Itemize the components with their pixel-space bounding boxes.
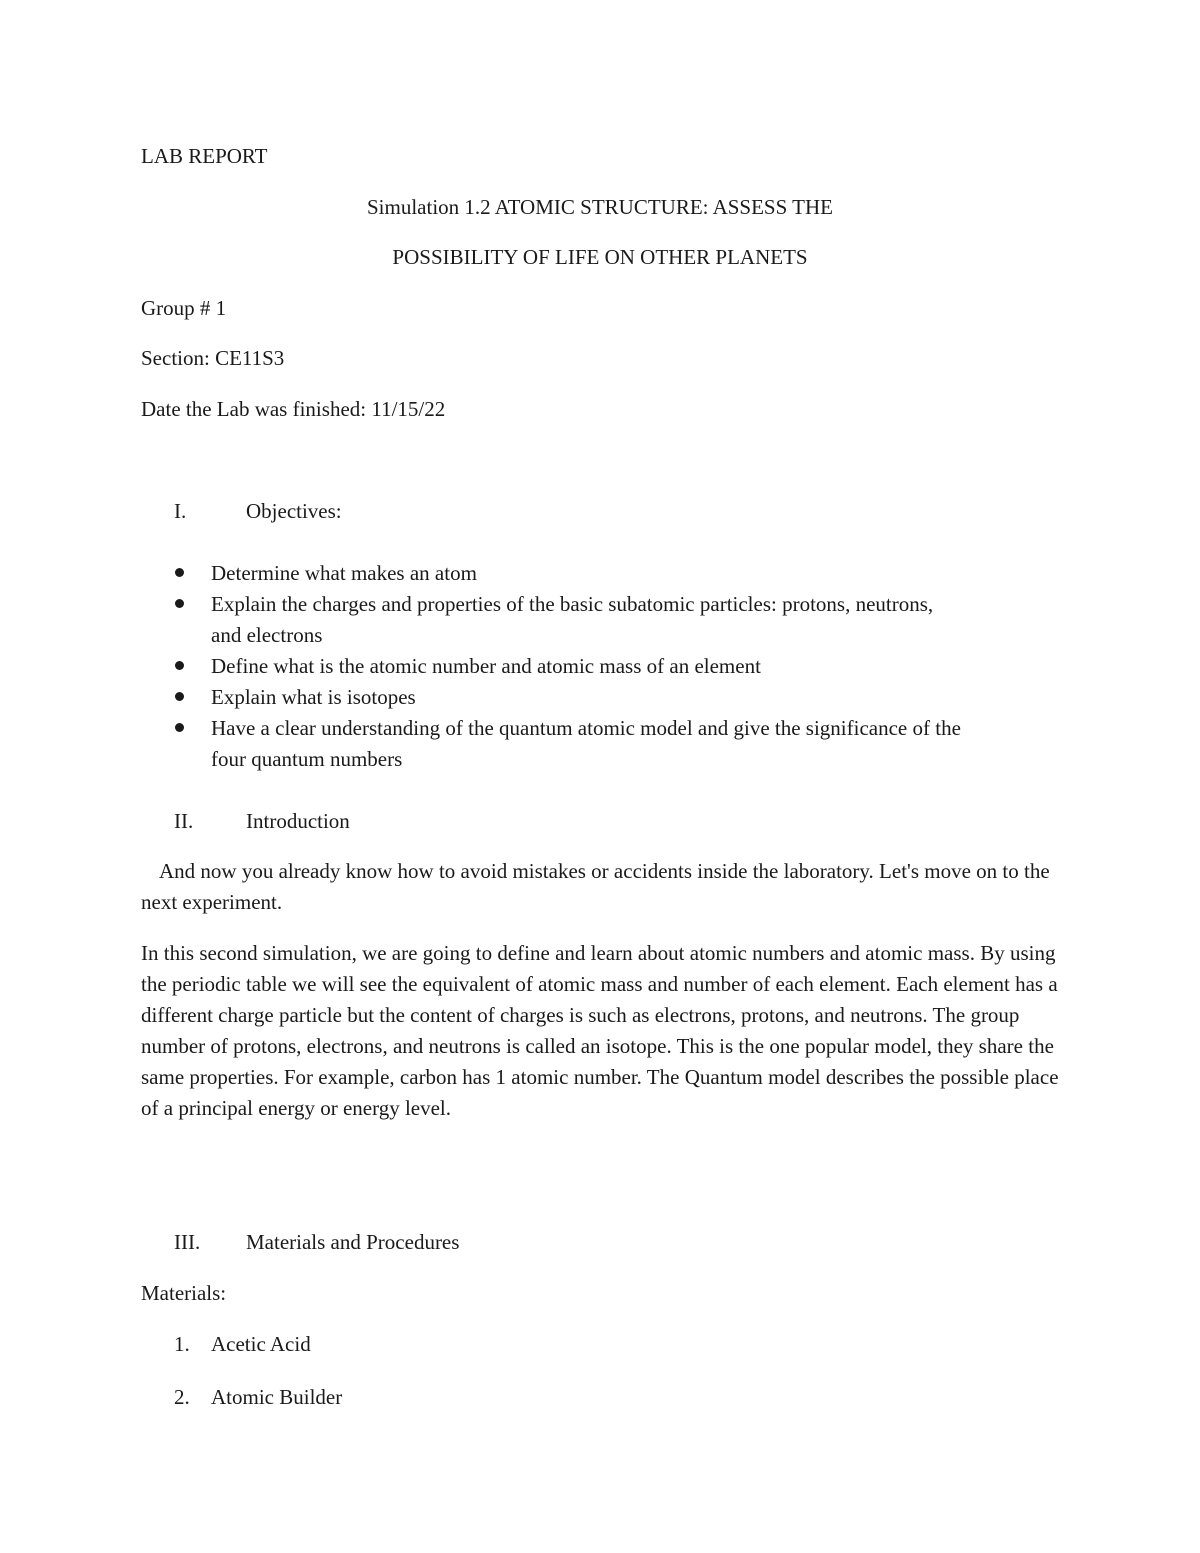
material-number-2: 2.	[174, 1385, 190, 1409]
bullet-icon	[175, 599, 184, 608]
objective-item-2: Explain the charges and properties of the basic subatomic particles: protons, neutrons,	[211, 592, 934, 616]
objective-item-5-cont: four quantum numbers	[211, 747, 403, 771]
title-line-2: POSSIBILITY OF LIFE ON OTHER PLANETS	[392, 245, 808, 269]
title-line-1: Simulation 1.2 ATOMIC STRUCTURE: ASSESS THE	[367, 195, 833, 219]
report-label: LAB REPORT	[141, 144, 268, 168]
bullet-icon	[175, 692, 184, 701]
objective-item-2-cont: and electrons	[211, 623, 323, 647]
bullet-icon	[175, 661, 184, 670]
introduction-paragraph-2: In this second simulation, we are going to define and learn about atomic numbers and atomic mass. By using the periodic table we will see the equivalent of atomic mass and number of each element. Each element has a different charge particle but the content of charges is such as electrons, protons, and neutrons. The group number of protons, electrons, and neutrons is called an isotope. This is the one popular model, they share the same properties. For example, carbon has 1 atomic number. The Quantum model describes the possible place of a principal energy or energy level.	[141, 941, 1059, 1120]
materials-heading: Materials and Procedures	[246, 1230, 460, 1254]
objective-item-1: Determine what makes an atom	[211, 561, 477, 585]
material-number-1: 1.	[174, 1332, 190, 1356]
materials-numeral: III.	[174, 1230, 201, 1254]
introduction-numeral: II.	[174, 809, 194, 833]
objective-item-4: Explain what is isotopes	[211, 685, 416, 709]
lab-date: Date the Lab was finished: 11/15/22	[141, 397, 446, 421]
bullet-icon	[175, 723, 184, 732]
section-code: Section: CE11S3	[141, 346, 285, 370]
material-item-2: Atomic Builder	[211, 1385, 343, 1409]
material-item-1: Acetic Acid	[211, 1332, 311, 1356]
materials-subheading: Materials:	[141, 1281, 227, 1305]
objective-item-3: Define what is the atomic number and atomic mass of an element	[211, 654, 761, 678]
introduction-paragraph-1: And now you already know how to avoid mistakes or accidents inside the laboratory. Let's move on to the next experiment.	[141, 859, 1050, 914]
objectives-numeral: I.	[174, 499, 187, 523]
bullet-icon	[175, 568, 184, 577]
group-number: Group # 1	[141, 296, 227, 320]
objectives-heading: Objectives:	[246, 499, 342, 523]
introduction-heading: Introduction	[246, 809, 350, 833]
objective-item-5: Have a clear understanding of the quantum atomic model and give the significance of the	[211, 716, 961, 740]
